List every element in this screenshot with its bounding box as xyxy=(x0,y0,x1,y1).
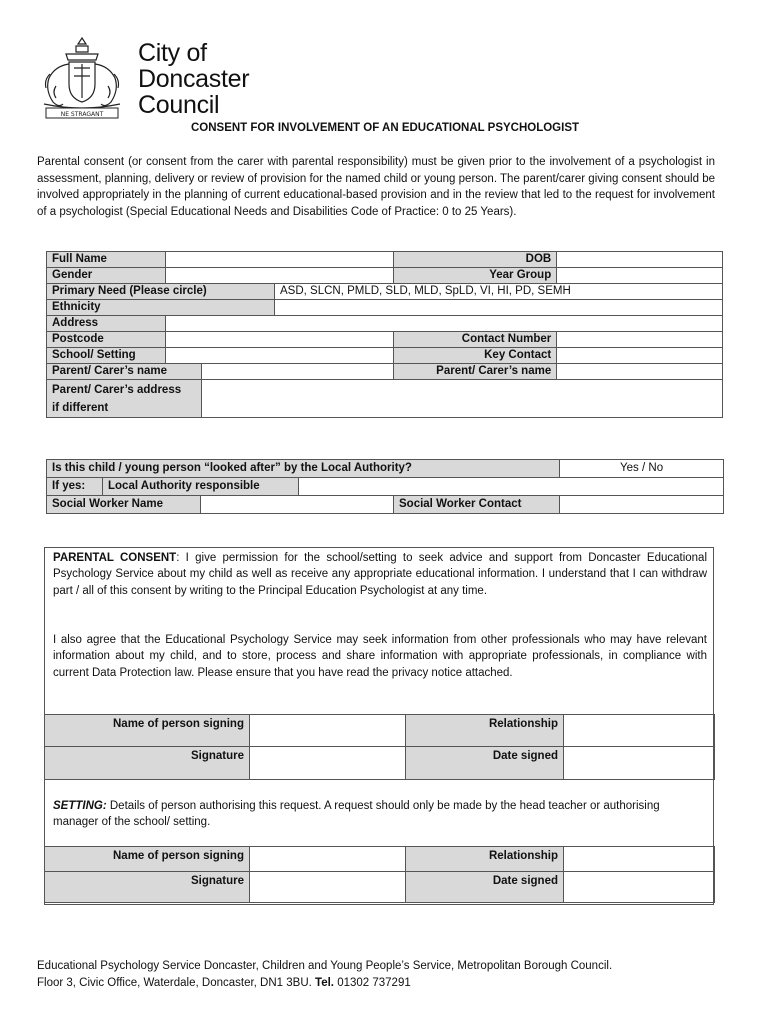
svg-text:NE STRAGANT: NE STRAGANT xyxy=(60,111,104,118)
gender-field[interactable] xyxy=(165,268,393,284)
contact-number-field[interactable] xyxy=(557,332,723,348)
primary-need-label: Primary Need (Please circle) xyxy=(47,284,275,300)
parent-relationship-label: Relationship xyxy=(406,715,564,747)
brand-line-2: Doncaster xyxy=(138,65,250,93)
parent-carer-name-label-2: Parent/ Carer’s name xyxy=(393,364,557,380)
setting-name-signing-field[interactable] xyxy=(250,847,406,872)
looked-after-yes-no[interactable]: Yes / No xyxy=(560,460,724,478)
parental-consent-text: : I give permission for the school/setting to seek advice and support from Doncaster Educational Psychology Service about my child as well as receive any appropriate educational information. I understand that I can withdraw part / all of this consent by writing to the Principal Education Psychologist at any time. xyxy=(53,552,707,597)
dob-label: DOB xyxy=(393,252,557,268)
parental-consent-paragraph xyxy=(53,550,707,599)
footer xyxy=(37,958,612,991)
footer-address: Floor 3, Civic Office, Waterdale, Doncaster, DN1 3BU. xyxy=(37,976,316,989)
setting-relationship-label: Relationship xyxy=(406,847,564,872)
footer-tel-label: Tel. xyxy=(315,976,334,989)
parent-signature-label: Signature xyxy=(45,747,250,780)
parent-name-signing-label: Name of person signing xyxy=(45,715,250,747)
ethnicity-label: Ethnicity xyxy=(47,300,275,316)
social-worker-name-label: Social Worker Name xyxy=(47,496,201,514)
looked-after-question: Is this child / young person “looked after” by the Local Authority? xyxy=(47,460,560,478)
parent-address-field[interactable] xyxy=(201,380,722,418)
parent-signature-table xyxy=(44,714,715,780)
setting-signature-field[interactable] xyxy=(250,872,406,903)
setting-relationship-field[interactable] xyxy=(564,847,715,872)
postcode-label: Postcode xyxy=(47,332,166,348)
key-contact-label: Key Contact xyxy=(393,348,557,364)
brand-line-3: Council xyxy=(138,91,220,119)
gender-label: Gender xyxy=(47,268,166,284)
parent-carer-name-field[interactable] xyxy=(201,364,393,380)
setting-name-signing-label: Name of person signing xyxy=(45,847,250,872)
full-name-label: Full Name xyxy=(47,252,166,268)
if-yes-label: If yes: xyxy=(47,478,103,496)
contact-number-label: Contact Number xyxy=(393,332,557,348)
social-worker-contact-field[interactable] xyxy=(560,496,724,514)
intro-paragraph: Parental consent (or consent from the carer with parental responsibility) must be given prior to the involvement of a psychologist in assessment, planning, delivery or review of provision for the named child or young person. The parent/carer giving consent should be involved appropriately in the planning of current educational-based provision and in the review that led to the request for involvement of a psychologist (Special Educational Needs and Disabilities Code of Practice: 0 to 25 Years). xyxy=(37,156,715,218)
primary-need-options[interactable]: ASD, SLCN, PMLD, SLD, MLD, SpLD, VI, HI, PD, SEMH xyxy=(274,284,722,300)
year-group-label: Year Group xyxy=(393,268,557,284)
setting-paragraph xyxy=(53,798,707,831)
parent-date-signed-field[interactable] xyxy=(564,747,715,780)
footer-tel-number: 01302 737291 xyxy=(334,976,411,989)
parent-date-signed-label: Date signed xyxy=(406,747,564,780)
council-crest-logo xyxy=(36,34,128,122)
social-worker-contact-label: Social Worker Contact xyxy=(394,496,560,514)
brand-line-1: City of xyxy=(138,39,207,67)
year-group-field[interactable] xyxy=(557,268,723,284)
setting-signature-label: Signature xyxy=(45,872,250,903)
parent-signature-field[interactable] xyxy=(250,747,406,780)
parent-address-label-line2: if different xyxy=(52,402,109,414)
parent-address-label xyxy=(47,380,202,418)
setting-date-signed-field[interactable] xyxy=(564,872,715,903)
data-consent-paragraph: I also agree that the Educational Psychology Service may seek information from other professionals who may have relevant information about my child, and to store, process and share information with appropriate professionals, in compliance with current Data Protection law. Please ensure that you have read the privacy notice attached. xyxy=(53,634,707,679)
setting-date-signed-label: Date signed xyxy=(406,872,564,903)
key-contact-field[interactable] xyxy=(557,348,723,364)
setting-signature-table xyxy=(44,846,715,903)
address-label: Address xyxy=(47,316,166,332)
parent-relationship-field[interactable] xyxy=(564,715,715,747)
school-setting-field[interactable] xyxy=(165,348,393,364)
address-field[interactable] xyxy=(165,316,722,332)
postcode-field[interactable] xyxy=(165,332,393,348)
ethnicity-field[interactable] xyxy=(274,300,722,316)
la-responsible-field[interactable] xyxy=(299,478,724,496)
child-details-table xyxy=(46,251,723,418)
dob-field[interactable] xyxy=(557,252,723,268)
social-worker-name-field[interactable] xyxy=(201,496,394,514)
la-responsible-label: Local Authority responsible xyxy=(103,478,299,496)
setting-text: Details of person authorising this request. A request should only be made by the head teacher or authorising manager of the school/ setting. xyxy=(53,800,660,829)
parent-address-label-line1: Parent/ Carer’s address xyxy=(52,384,182,396)
parent-carer-name-label: Parent/ Carer’s name xyxy=(47,364,202,380)
footer-line-2 xyxy=(37,975,612,992)
parent-name-signing-field[interactable] xyxy=(250,715,406,747)
document-title: CONSENT FOR INVOLVEMENT OF AN EDUCATIONAL PSYCHOLOGIST xyxy=(190,122,580,134)
full-name-field[interactable] xyxy=(165,252,393,268)
setting-heading: SETTING: xyxy=(53,800,107,812)
school-setting-label: School/ Setting xyxy=(47,348,166,364)
footer-line-1: Educational Psychology Service Doncaster, Children and Young People’s Service, Metropolitan Borough Council. xyxy=(37,960,613,972)
parental-consent-heading: PARENTAL CONSENT xyxy=(53,552,177,564)
parent-carer-name-field-2[interactable] xyxy=(557,364,723,380)
looked-after-table xyxy=(46,459,724,514)
